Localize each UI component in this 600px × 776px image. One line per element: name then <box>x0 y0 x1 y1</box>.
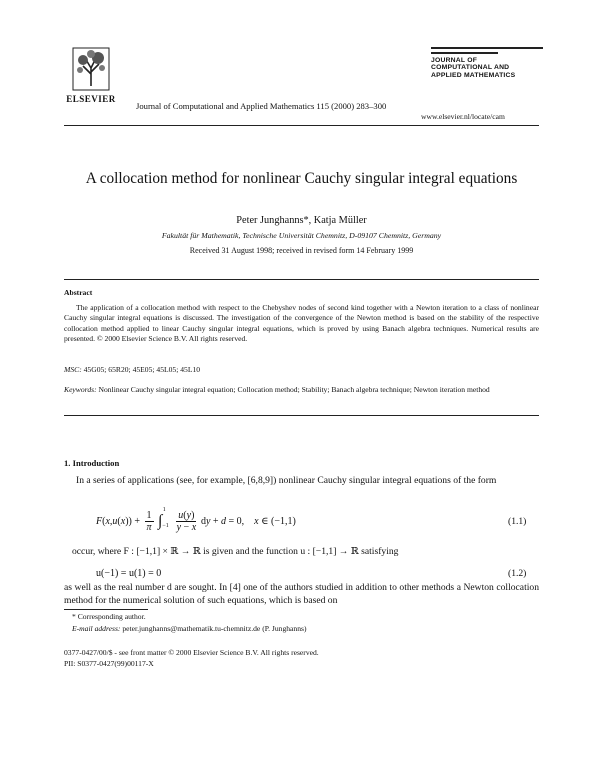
email-address[interactable]: peter.junghanns@mathematik.tu-chemnitz.de (P. Junghanns) <box>122 624 307 633</box>
keywords-values: Nonlinear Cauchy singular integral equation; Collocation method; Stability; Banach algebra technique; Newton iteration method <box>98 385 490 394</box>
publisher-name: ELSEVIER <box>66 94 116 104</box>
keywords-label: Keywords: <box>64 385 97 394</box>
footnote-corresponding: * Corresponding author. <box>72 612 146 621</box>
footnote-email <box>72 624 307 633</box>
journal-logo <box>431 47 543 79</box>
equation-1-1: F(x,u(x)) + $\frac{1}{\pi}$ $\int_{-1}^1$ $\frac{u(y)}{y - x}$ dy + d = 0, x ∈ (−1,1) <box>96 507 296 533</box>
equation-1-2: u(−1) = u(1) = 0 <box>96 568 162 579</box>
received-dates: Received 31 August 1998; received in revised form 14 February 1999 <box>189 246 414 255</box>
email-label: E-mail address: <box>72 624 121 633</box>
pii-line: PII: S0377-0427(99)00117-X <box>64 659 154 668</box>
journal-citation: Journal of Computational and Applied Mathematics 115 (2000) 283–300 <box>136 101 387 111</box>
tree-emblem-icon <box>71 46 111 92</box>
article-authors: Peter Junghanns*, Katja Müller <box>236 215 367 226</box>
abstract-heading: Abstract <box>64 288 93 297</box>
equation-1-1-number: (1.1) <box>508 516 527 527</box>
msc-values: 45G05; 65R20; 45E05; 45L05; 45L10 <box>83 365 201 374</box>
intro-paragraph-2: occur, where F : [−1,1] × ℝ → ℝ is given and the function u : [−1,1] → ℝ satisfying <box>72 546 399 557</box>
footnote-rule <box>64 609 148 610</box>
elsevier-logo <box>64 46 118 104</box>
msc-codes <box>64 365 200 374</box>
journal-logo-line-3: APPLIED MATHEMATICS <box>431 71 516 79</box>
journal-logo-line-2: COMPUTATIONAL AND <box>431 64 510 72</box>
intro-paragraph-3: as well as the real number d are sought. In [4] one of the authors studied in addition to other methods a Newton collocation method for the numerical solution of such equations, which is based on <box>64 582 539 607</box>
article-affiliation: Fakultät für Mathematik, Technische Universität Chemnitz, D-09107 Chemnitz, Germany <box>161 231 442 240</box>
header-rule <box>64 125 539 126</box>
journal-logo-line-1: JOURNAL OF <box>431 57 478 64</box>
msc-label: MSC: <box>64 365 82 374</box>
abstract-bottom-rule <box>64 415 539 416</box>
issn-line: 0377-0427/00/$ - see front matter © 2000 Elsevier Science B.V. All rights reserved. <box>64 648 319 657</box>
section-heading: 1. Introduction <box>64 458 120 468</box>
abstract-top-rule <box>64 279 539 280</box>
journal-url[interactable]: www.elsevier.nl/locate/cam <box>421 112 505 121</box>
intro-paragraph-1: In a series of applications (see, for example, [6,8,9]) nonlinear Cauchy singular integral equations of the form <box>76 475 497 486</box>
equation-1-2-number: (1.2) <box>508 568 527 579</box>
abstract-text: The application of a collocation method with respect to the Chebyshev nodes of second kind together with a Newton iteration to a class of nonlinear Cauchy singular integral equations is discussed. The investigation of the convergence of the Newton method is based on the stability of the respective collocation method applied to linear Cauchy singular integral equations, which is proved by using Banach algebra techniques. Numerical results are presented. © 2000 Elsevier Science B.V. All rights reserved. <box>64 303 539 343</box>
article-title: A collocation method for nonlinear Cauchy singular integral equations <box>85 170 518 187</box>
keywords <box>64 385 539 395</box>
